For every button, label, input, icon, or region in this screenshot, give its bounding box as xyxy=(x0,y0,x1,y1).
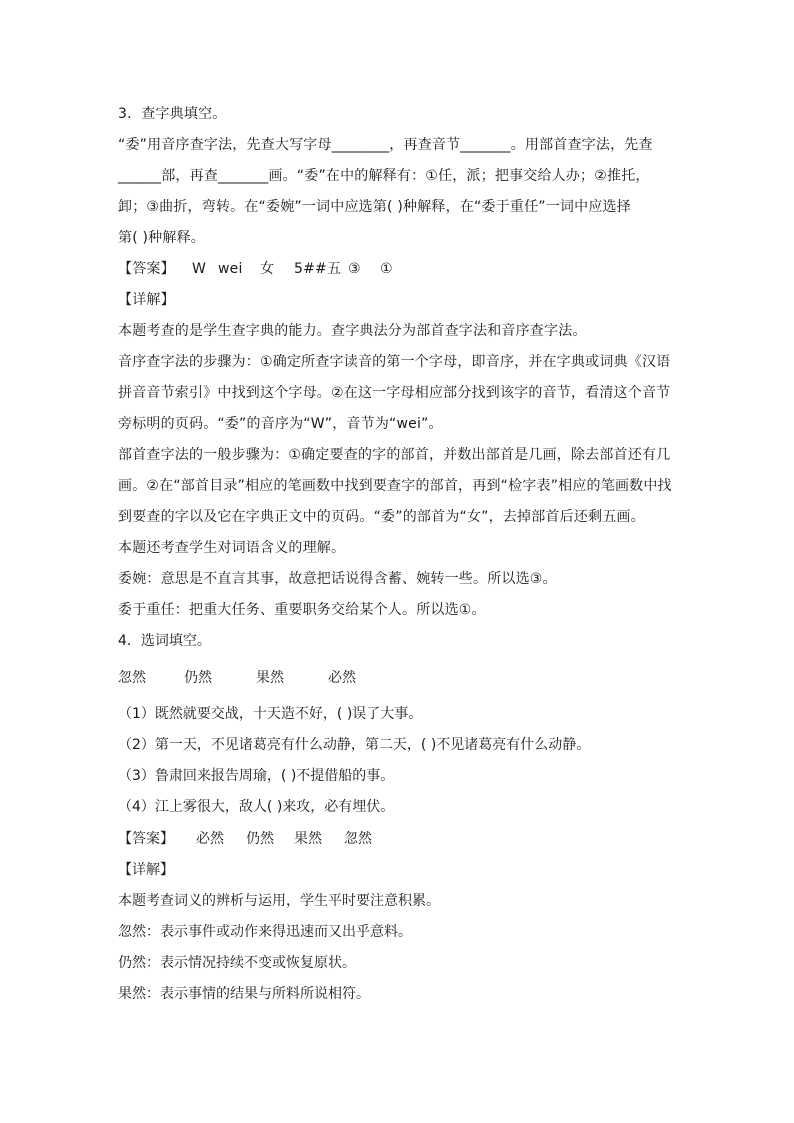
word-option: 仍然 xyxy=(184,670,212,686)
answer-item: 必然 xyxy=(196,831,224,847)
word-option: 必然 xyxy=(328,670,356,686)
answer-item: ① xyxy=(380,261,393,277)
detail-line: 到要查的字以及它在字典正文中的页码。“委”的部首为“女”，去掉部首后还剩五画。 xyxy=(118,509,645,525)
answer-item: W xyxy=(192,261,207,277)
detail-line: 果然：表示事情的结果与所料所说相符。 xyxy=(118,986,370,1002)
detail-line: 音序查字法的步骤为：①确定所查字读音的第一个字母，即音序，并在字典或词典《汉语 xyxy=(118,354,671,370)
detail-line: 本题考查的是学生查字典的能力。查字典法分为部首查字法和音序查字法。 xyxy=(118,323,587,339)
answer-item: wei xyxy=(218,261,243,277)
answer-item: 女 xyxy=(260,261,275,277)
detail-line: 画。②在“部首目录”相应的笔画数中找到要查字的部首，再到“检字表”相应的笔画数中找 xyxy=(118,478,672,494)
answer-label: 【答案】 xyxy=(118,831,174,847)
question-3-text-line-3: 卸；③曲折，弯转。在“委婉”一词中应选第( )种解释，在“委于重任”一词中应选择 xyxy=(118,199,631,215)
answer-item: 果然 xyxy=(294,831,322,847)
question-3-text-line-2: ______部，再查_______画。“委”在中的解释有：①任，派；把事交给人办；②推托， xyxy=(118,168,650,184)
detail-line: 拼音音节索引》中找到这个字母。②在这一字母相应部分找到该字的音节，看清这个音节 xyxy=(118,385,671,401)
question-3-detail-label: 【详解】 xyxy=(118,292,175,308)
question-4-detail-label: 【详解】 xyxy=(118,862,174,878)
answer-item: ③ xyxy=(348,261,361,277)
detail-line: 本题还考查学生对词语含义的理解。 xyxy=(118,540,346,556)
answer-label: 【答案】 xyxy=(118,261,175,277)
question-3-text-line-4: 第( )种解释。 xyxy=(118,230,205,246)
sentence-4: （4）江上雾很大，敌人( )来攻，必有埋伏。 xyxy=(118,799,395,815)
sentence-3: （3）鲁肃回来报告周瑜，( )不提借船的事。 xyxy=(118,768,395,784)
word-bank xyxy=(118,668,356,688)
detail-line: 本题考查词义的辨析与运用，学生平时要注意积累。 xyxy=(118,893,440,909)
question-4-title: 4．选词填空。 xyxy=(118,633,211,649)
detail-line: 部首查字法的一般步骤为：①确定要查的字的部首，并数出部首是几画，除去部首还有几 xyxy=(118,447,671,463)
question-3-text-line-1: “委”用音序查字法，先查大写字母________，再查音节_______。用部首查字法，先查 xyxy=(118,137,653,153)
answer-item: 忽然 xyxy=(344,831,372,847)
word-option: 忽然 xyxy=(118,670,146,686)
word-option: 果然 xyxy=(256,670,284,686)
detail-line: 忽然：表示事件或动作来得迅速而又出乎意料。 xyxy=(118,924,412,940)
detail-line: 委于重任：把重大任务、重要职务交给某个人。所以选①。 xyxy=(118,602,486,618)
sentence-1: （1）既然就要交战，十天造不好，( )误了大事。 xyxy=(118,706,423,722)
question-4-answer xyxy=(118,829,372,849)
detail-line: 委婉：意思是不直言其事，故意把话说得含蓄、婉转一些。所以选③。 xyxy=(118,571,557,587)
question-3-title: 3．查字典填空。 xyxy=(118,106,227,122)
detail-line: 仍然：表示情况持续不变或恢复原状。 xyxy=(118,955,356,971)
question-3-answer xyxy=(118,259,393,279)
sentence-2: （2）第一天，不见诸葛亮有什么动静，第二天，( )不见诸葛亮有什么动静。 xyxy=(118,737,591,753)
answer-item: 5##五 xyxy=(294,261,342,277)
detail-line: 旁标明的页码。“委”的音序为“W”，音节为“wei”。 xyxy=(118,416,443,432)
answer-item: 仍然 xyxy=(246,831,274,847)
